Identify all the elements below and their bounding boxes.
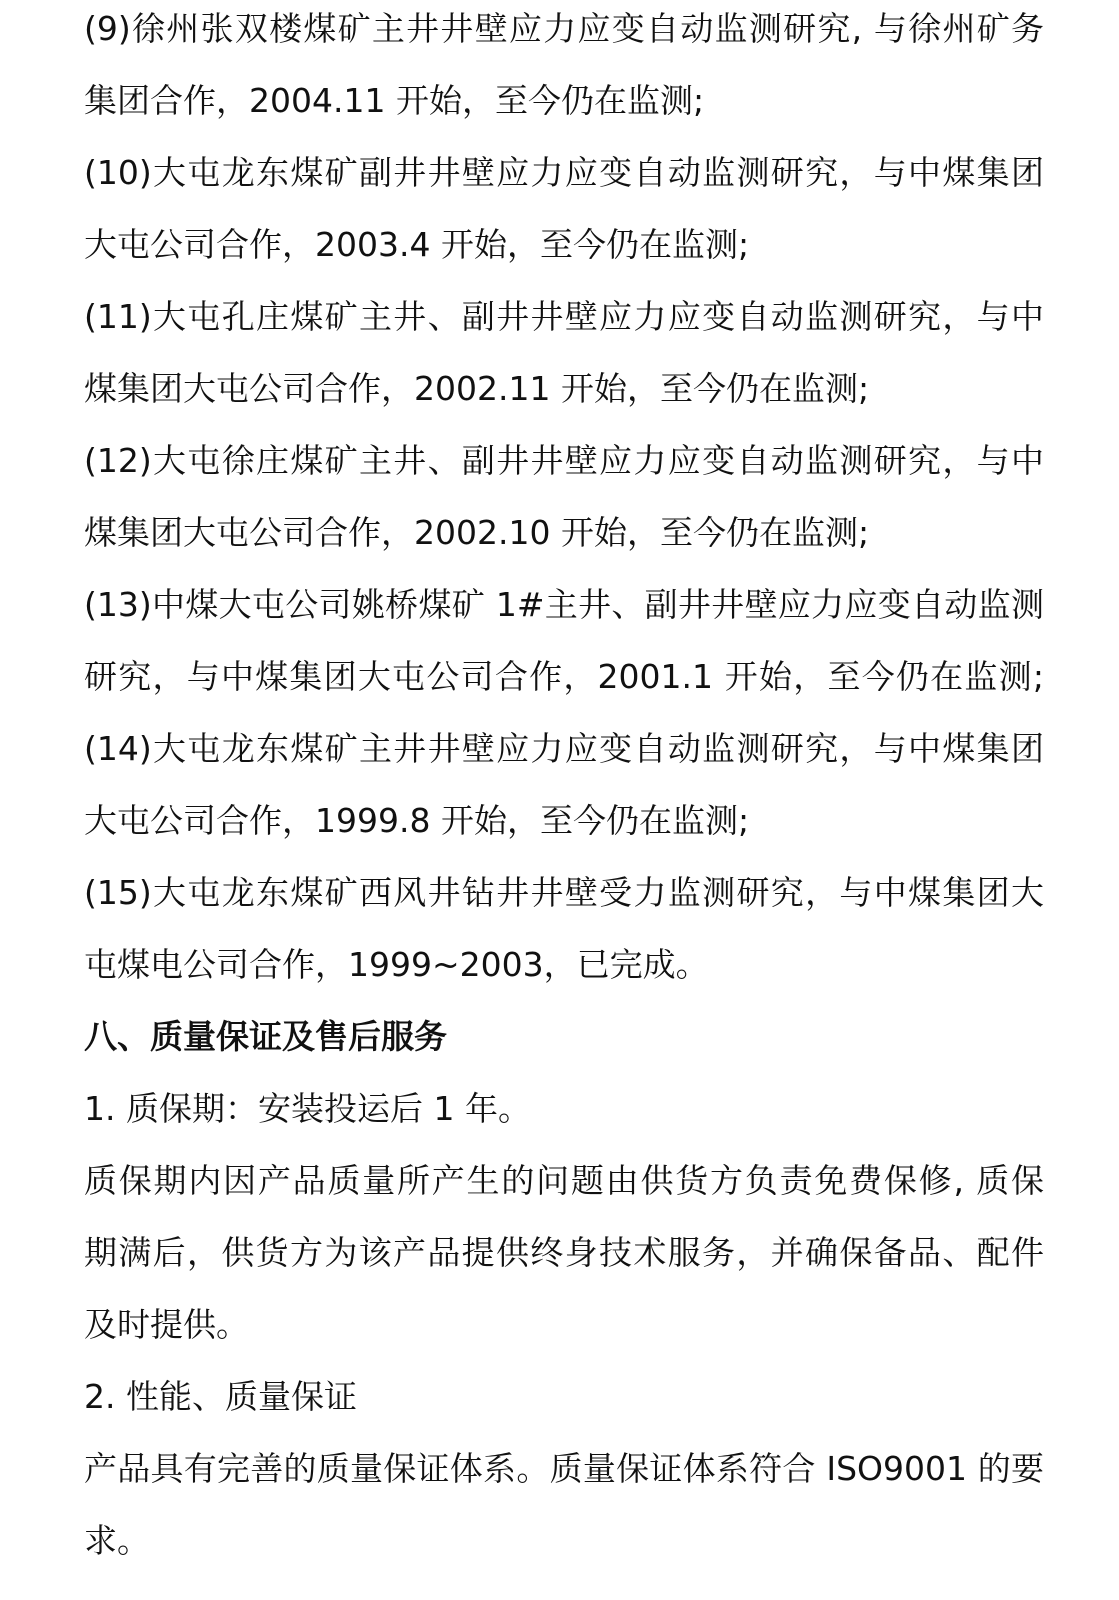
- text-line: 及时提供。: [84, 1305, 249, 1344]
- text-line: 煤集团大屯公司合作，2002.11 开始，至今仍在监测;: [84, 369, 870, 408]
- section-heading: 八、质量保证及售后服务: [84, 1017, 447, 1056]
- text-line: 大屯公司合作，1999.8 开始，至今仍在监测;: [84, 801, 750, 840]
- text-line: 产品具有完善的质量保证体系。质量保证体系符合 ISO9001 的要: [84, 1449, 1044, 1488]
- text-line: 大屯公司合作，2003.4 开始，至今仍在监测;: [84, 225, 750, 264]
- text-line: (13)中煤大屯公司姚桥煤矿 1#主井、副井井壁应力应变自动监测: [84, 585, 1044, 624]
- text-line: 研究，与中煤集团大屯公司合作，2001.1 开始，至今仍在监测;: [84, 657, 1044, 696]
- text-line: (9)徐州张双楼煤矿主井井壁应力应变自动监测研究, 与徐州矿务: [84, 9, 1044, 48]
- text-line: (15)大屯龙东煤矿西风井钻井井壁受力监测研究，与中煤集团大: [84, 873, 1044, 912]
- text-line: 煤集团大屯公司合作，2002.10 开始，至今仍在监测;: [84, 513, 870, 552]
- text-line: 期满后，供货方为该产品提供终身技术服务，并确保备品、配件: [84, 1233, 1044, 1272]
- subsection-title: 2. 性能、质量保证: [84, 1377, 357, 1416]
- text-line: (11)大屯孔庄煤矿主井、副井井壁应力应变自动监测研究，与中: [84, 297, 1044, 336]
- subsection-title: 1. 质保期：安装投运后 1 年。: [84, 1089, 531, 1128]
- text-line: 屯煤电公司合作，1999~2003，已完成。: [84, 945, 709, 984]
- text-line: 集团合作，2004.11 开始，至今仍在监测;: [84, 81, 705, 120]
- document-page: [84, 0, 1044, 1577]
- text-line: (10)大屯龙东煤矿副井井壁应力应变自动监测研究，与中煤集团: [84, 153, 1044, 192]
- text-line: (12)大屯徐庄煤矿主井、副井井壁应力应变自动监测研究，与中: [84, 441, 1044, 480]
- text-line: 质保期内因产品质量所产生的问题由供货方负责免费保修, 质保: [84, 1161, 1044, 1200]
- text-line: 求。: [84, 1521, 150, 1560]
- text-line: (14)大屯龙东煤矿主井井壁应力应变自动监测研究，与中煤集团: [84, 729, 1044, 768]
